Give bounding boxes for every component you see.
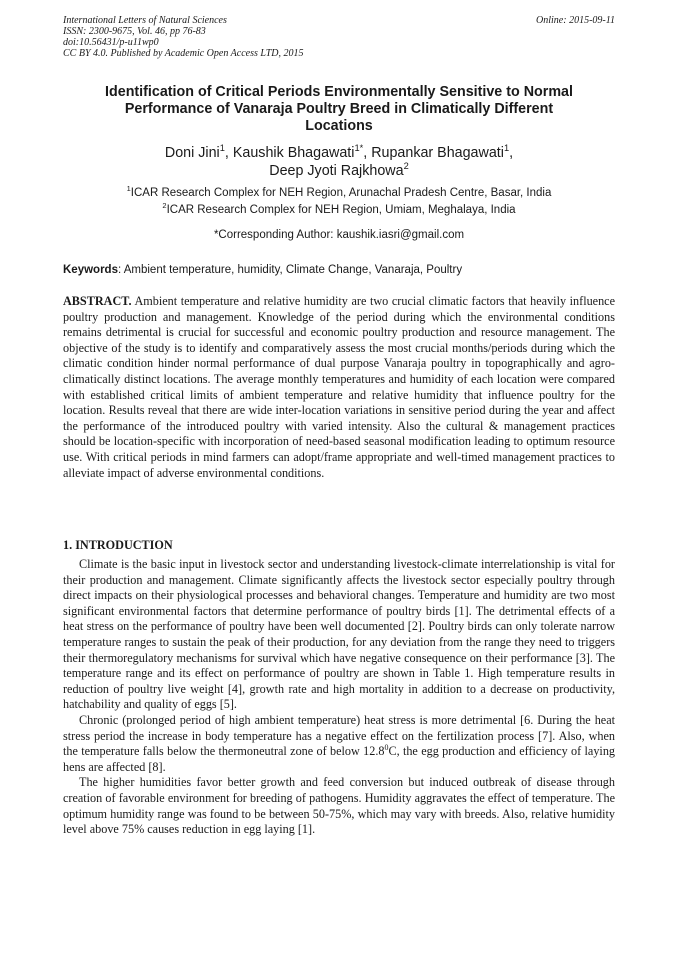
journal-name: International Letters of Natural Sciences [63, 15, 227, 26]
keywords-label: Keywords [63, 264, 118, 276]
issn-line: ISSN: 2300-9675, Vol. 46, pp 76-83 [63, 26, 206, 37]
affiliation-mark: 2 [162, 201, 167, 211]
affiliation-text: ICAR Research Complex for NEH Region, Arunachal Pradesh Centre, Basar, India [130, 187, 552, 199]
author-name: Doni Jini [164, 145, 220, 161]
author-separator: , [363, 145, 372, 161]
abstract-text: Ambient temperature and relative humidity are two crucial climatic factors that heavily influence poultry production and management. Knowledge of the period during which the environmental conditions remains detrimental is crucial for successful and economic poultry production and resource management. The objective of the study is to identify and comparatively assess the most crucial months/periods during which the climatic condition hinder normal performance of dual purpose Vanaraja poultry in topographically and agro-climatically distinct locations. The average monthly temperatures and humidity of each location were compared with established critical limits of ambient temperature and relative humidity that influence poultry for the location. Results reveal that there are wide inter-location variations in sensitive period during the year and affect the performance of the introduced poultry with varied intensity. Also the cultural & management practices should be location-specific with incorporation of need-based seasonal modification leading to optimum resource use. With critical periods in mind farmers can adopt/frame appropriate and well-timed management practices to alleviate impact of adverse environmental conditions. [63, 294, 615, 480]
keywords [63, 263, 615, 277]
paragraph-text: C, the egg production and efficiency of laying hens are affected [8]. [63, 744, 616, 774]
paragraph [63, 713, 615, 775]
paragraph-text: Chronic (prolonged period of high ambient temperature) heat stress is more detrimental [6. During the heat stress period the increase in body temperature has a negative effect on the fertilization process [7]. Also, when the temperature falls below the thermoneutral zone of below 12.8 [63, 712, 615, 759]
title-line: Identification of Critical Periods Environmentally Sensitive to Normal [105, 84, 573, 100]
author-affil-mark: 1* [354, 143, 364, 154]
section-heading: 1. INTRODUCTION [63, 538, 173, 552]
abstract [63, 294, 615, 481]
degree-mark: 0 [384, 743, 389, 753]
affiliation [60, 203, 618, 217]
author-affil-mark: 1 [503, 143, 510, 154]
journal-header [63, 15, 304, 59]
introduction-body [63, 557, 615, 838]
author-name: Deep Jyoti Rajkhowa [269, 163, 404, 179]
abstract-label: ABSTRACT. [63, 294, 132, 308]
doi-line: doi:10.56431/p-u11wp0 [63, 37, 159, 48]
author-name: Rupankar Bhagawati [371, 145, 504, 161]
title-line: Locations [305, 118, 373, 134]
affiliation-text: ICAR Research Complex for NEH Region, Umiam, Meghalaya, India [166, 204, 516, 216]
paper-title [70, 84, 608, 135]
paragraph: Climate is the basic input in livestock sector and understanding livestock-climate interrelationship is vital for their production and management. Climate significantly affects the livestock sector especially poultry through direct impacts on their physiological processes and behavioral changes. Temperature and humidity are two most significant environmental factors that determine performance of poultry birds [1]. The detrimental effects of a heat stress on the performance of poultry have been well documented [2]. Poultry birds can only tolerate narrow temperature ranges to sustain the peak of their production, for any deviation from the range they need to triggers their thermoregulatory mechanisms for survival which have negative consequence on their performance [3]. The temperature range and its effect on performance of poultry are shown in Table 1. High temperature results in reduction of poultry live weight [4], growth rate and high mortality in addition to a decrease on productivity, hatchability and quality of eggs [5]. [63, 557, 615, 712]
author-name: Kaushik Bhagawati [232, 145, 355, 161]
author-affil-mark: 1 [219, 143, 225, 154]
affiliation [60, 186, 618, 200]
author-affil-mark: 2 [403, 161, 409, 172]
keywords-text: : Ambient temperature, humidity, Climate Change, Vanaraja, Poultry [117, 264, 463, 276]
affiliation-mark: 1 [126, 184, 131, 194]
online-date: Online: 2015-09-11 [536, 15, 615, 26]
author-list: Doni Jini$^1$, Kaushik Bhagawati$^{1*}$, Rupankar Bhagawati$^1$, Deep Jyoti Rajkhowa$^2$ [164, 143, 514, 179]
license-line: CC BY 4.0. Published by Academic Open Access LTD, 2015 [63, 48, 304, 59]
author-separator: , [224, 145, 233, 161]
title-line: Performance of Vanaraja Poultry Breed in Climatically Different [124, 101, 554, 117]
corresponding-author: *Corresponding Author: kaushik.iasri@gmail.com [213, 229, 465, 241]
paragraph: The higher humidities favor better growth and feed conversion but induced outbreak of disease through creation of favorable environment for breeding of pathogens. Humidity aggravates the effect of temperature. The optimum humidity range was found to be between 50-75%, which may vary with breeds. Also, relative humidity level above 75% causes reduction in egg laying [1]. [63, 775, 615, 837]
